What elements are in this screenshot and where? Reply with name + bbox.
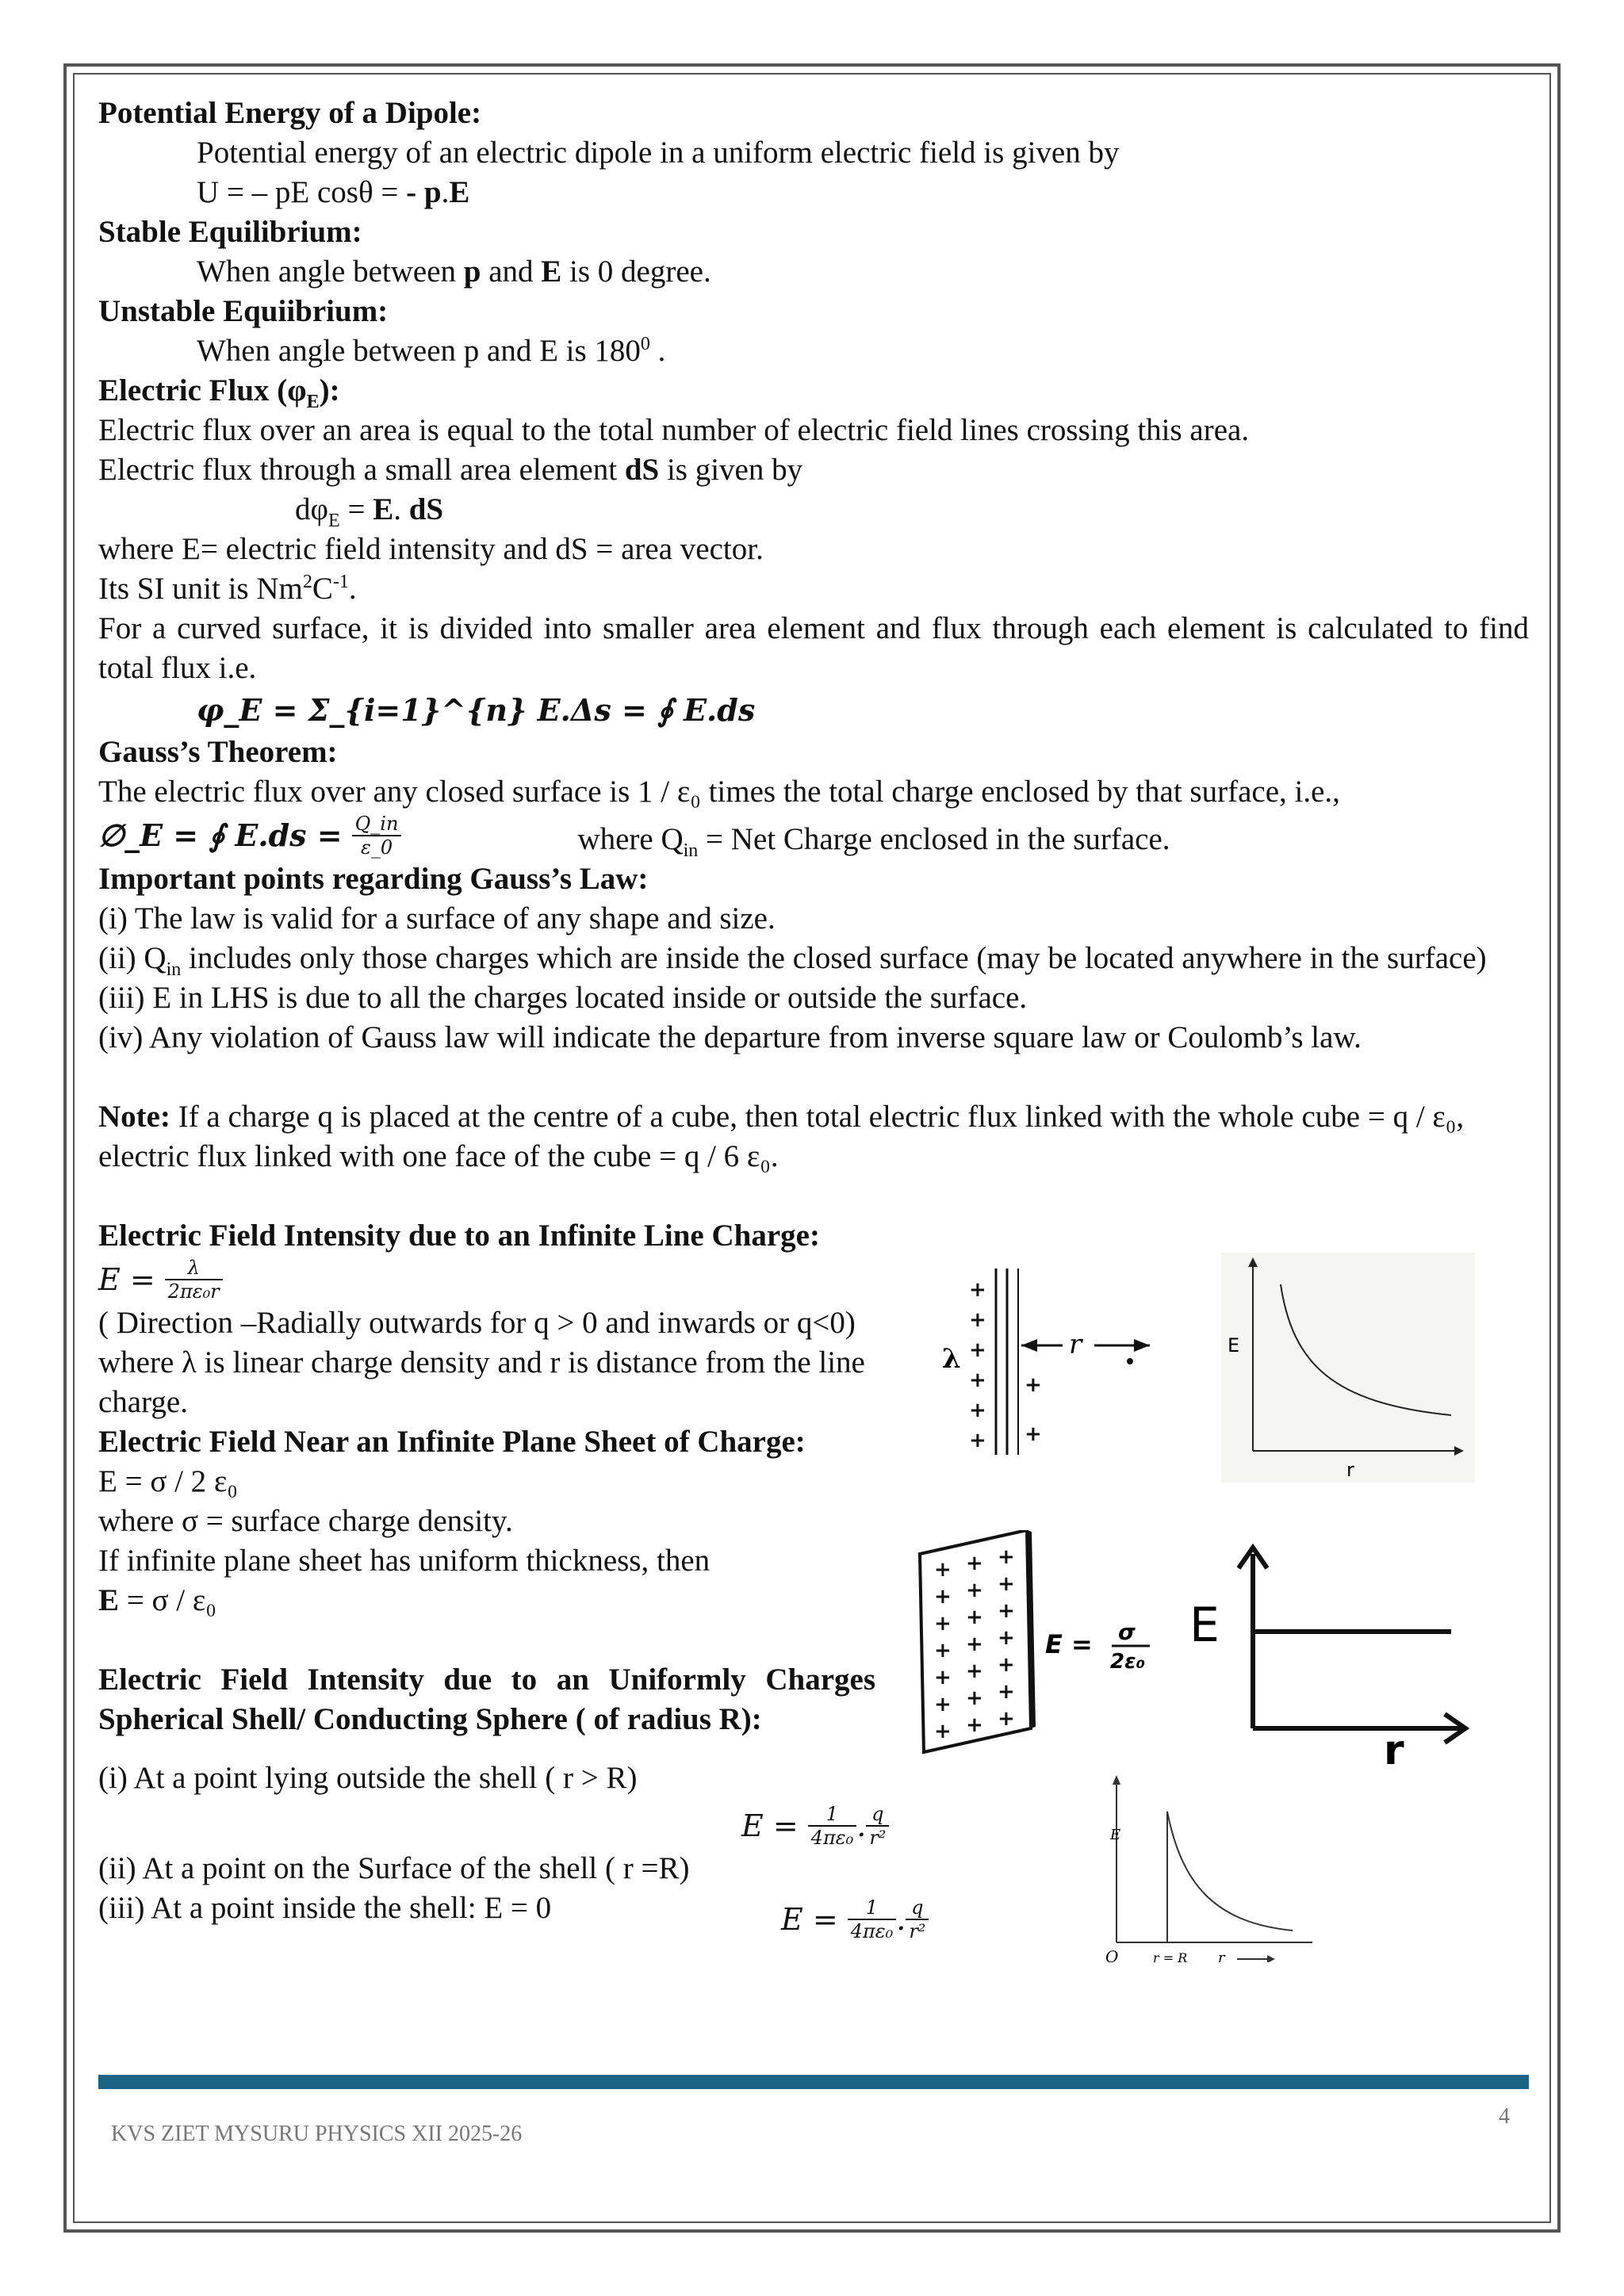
flux-equation bbox=[98, 490, 1529, 530]
pe-heading: Potential Energy of a Dipole: bbox=[98, 96, 482, 130]
flux-eq-c: E bbox=[373, 492, 394, 526]
svg-text:+: + bbox=[1025, 1373, 1042, 1397]
shell-i: (i) At a point lying outside the shell ( r > R) bbox=[98, 1761, 638, 1795]
line-fraction bbox=[165, 1257, 223, 1303]
graph-bg bbox=[1221, 1253, 1475, 1483]
flux-line2-a: Electric flux through a small area element bbox=[98, 453, 625, 487]
unstable-text bbox=[98, 331, 1529, 371]
flux-heading bbox=[98, 371, 1529, 411]
flux-sum-equation: φ_E = Σ_{i=1}^{n} E.Δs = ∮ E.ds bbox=[197, 692, 756, 728]
unstable-heading: Unstable Equiibrium: bbox=[98, 294, 389, 328]
line-charge-graph bbox=[1221, 1253, 1475, 1483]
si-c: . bbox=[348, 572, 357, 606]
flux-eq-d: . bbox=[393, 492, 409, 526]
shell-e-label: E bbox=[1110, 1827, 1121, 1843]
pe-formula-a: U = – pE cosθ = bbox=[197, 175, 407, 209]
unstable-sup: 0 bbox=[640, 334, 650, 354]
shell-f1-eq: E = bbox=[741, 1808, 799, 1843]
si-sup2: -1 bbox=[332, 572, 349, 592]
svg-text:+: + bbox=[969, 1278, 986, 1302]
graph-r-label: r bbox=[1346, 1459, 1354, 1481]
flux-eq-sub: E bbox=[328, 510, 340, 531]
f2-den: r² bbox=[869, 1827, 887, 1849]
line-frac-den: 2πε₀r bbox=[167, 1280, 220, 1303]
gauss-where bbox=[577, 820, 1170, 859]
pe-formula bbox=[98, 173, 1529, 212]
svg-text:+: + bbox=[998, 1653, 1015, 1677]
shell-r-label: r bbox=[1218, 1950, 1225, 1962]
pe-formula-b: - p bbox=[406, 175, 442, 209]
shell-heading: Electric Field Intensity due to an Uniformly Charges Spherical Shell/ Conducting Sphere ( of radius R): bbox=[98, 1663, 875, 1736]
points-heading: Important points regarding Gauss’s Law: bbox=[98, 862, 649, 896]
svg-text:+: + bbox=[966, 1632, 983, 1656]
gauss-eq-left: ∅_E = ∮ E.ds = bbox=[98, 817, 343, 853]
line-direction: ( Direction –Radially outwards for q > 0 and inwards or q<0) bbox=[98, 1306, 856, 1340]
svg-text:+: + bbox=[966, 1605, 983, 1629]
shell-ii: (ii) At a point on the Surface of the shell ( r =R) bbox=[98, 1851, 690, 1885]
svg-text:+: + bbox=[969, 1338, 986, 1362]
flux-si-unit bbox=[98, 569, 1529, 609]
svg-text:+: + bbox=[998, 1707, 1015, 1731]
shell-f2-dot: . bbox=[896, 1902, 906, 1937]
gauss-heading: Gauss’s Theorem: bbox=[98, 735, 338, 769]
line-r-label: r bbox=[1069, 1329, 1082, 1360]
line-charge-heading: Electric Field Intensity due to an Infinite Line Charge: bbox=[98, 1219, 820, 1253]
svg-text:+: + bbox=[969, 1368, 986, 1392]
note bbox=[98, 1097, 1529, 1177]
sheet-den: 2ε₀ bbox=[1110, 1650, 1145, 1674]
pe-formula-c: . bbox=[441, 175, 450, 209]
flux-line2 bbox=[98, 450, 1529, 490]
stable-text-b: and bbox=[481, 254, 542, 289]
note-label: Note: bbox=[98, 1100, 170, 1134]
unstable-text-main: When angle between p and E is 180 bbox=[197, 334, 641, 368]
f3-den: 4πε₀ bbox=[850, 1920, 894, 1942]
flux-curved: For a curved surface, it is divided into smaller area element and flux through each element is calculated to find total flux i.e. bbox=[98, 611, 1529, 685]
svg-text:+: + bbox=[998, 1626, 1015, 1650]
svg-text:+: + bbox=[998, 1599, 1015, 1623]
sheet-sigma: σ bbox=[1118, 1619, 1136, 1645]
sheet-plus-signs bbox=[934, 1545, 1015, 1743]
footer-bar bbox=[98, 2075, 1529, 2089]
si-b: C bbox=[312, 572, 333, 606]
r-arrow-left-head bbox=[1021, 1339, 1037, 1352]
gauss-frac-den: ε_0 bbox=[360, 836, 393, 859]
field-point bbox=[1127, 1358, 1133, 1364]
point-2 bbox=[98, 939, 1529, 978]
shell-f1-dot: . bbox=[856, 1808, 867, 1843]
flux-line2-c: is given by bbox=[659, 453, 803, 487]
svg-text:+: + bbox=[934, 1612, 952, 1636]
plane-heading: Electric Field Near an Infinite Plane Sheet of Charge: bbox=[98, 1425, 806, 1459]
stable-e: E bbox=[541, 254, 562, 289]
r-arrow-right-head bbox=[1134, 1339, 1150, 1352]
stable-text bbox=[98, 252, 1529, 292]
shell-y-arrow bbox=[1113, 1775, 1120, 1785]
flux-line1: Electric flux over an area is equal to the total number of electric field lines crossing this area. bbox=[98, 413, 1250, 447]
gauss-fraction bbox=[352, 813, 402, 859]
unstable-tail: . bbox=[649, 334, 666, 368]
lambda-label: λ bbox=[942, 1343, 961, 1375]
svg-text:+: + bbox=[966, 1552, 983, 1575]
line-eq-left: E = bbox=[98, 1262, 155, 1297]
shell-f1-frac1 bbox=[808, 1803, 857, 1849]
f3-num: 1 bbox=[848, 1896, 897, 1920]
line-where: where λ is linear charge density and r is distance from the line charge. bbox=[98, 1345, 865, 1419]
flux-heading-b: ): bbox=[319, 373, 340, 408]
line-charge-figure bbox=[928, 1265, 1174, 1463]
stable-p: p bbox=[463, 254, 481, 289]
point-4: (iv) Any violation of Gauss law will indicate the departure from inverse square law or Coulomb’s law. bbox=[98, 1020, 1362, 1054]
shell-rr-label: r = R bbox=[1153, 1950, 1188, 1962]
plane-thick: If infinite plane sheet has uniform thickness, then bbox=[98, 1544, 710, 1578]
plane-eq2-a: E bbox=[98, 1583, 120, 1617]
graph-e-label: E bbox=[1228, 1334, 1240, 1357]
flux-heading-a: Electric Flux (φ bbox=[98, 373, 307, 408]
shell-f2-frac2 bbox=[906, 1896, 929, 1942]
plane-graph bbox=[1189, 1538, 1483, 1768]
plane-eq2-b: = σ / ε₀ bbox=[119, 1583, 216, 1617]
gauss-where-b: = Net Charge enclosed in the surface. bbox=[698, 822, 1170, 856]
point-3: (iii) E in LHS is due to all the charges located inside or outside the surface. bbox=[98, 981, 1028, 1015]
sheet-eq-left: E = bbox=[1045, 1629, 1093, 1659]
svg-text:+: + bbox=[969, 1429, 986, 1452]
shell-f2-frac1 bbox=[848, 1896, 897, 1942]
note-text: If a charge q is placed at the centre of a cube, then total electric flux linked with the whole cube = q / ε₀, electric flux linked with one face of the cube = q / 6 ε₀. bbox=[98, 1100, 1465, 1173]
svg-text:+: + bbox=[969, 1399, 986, 1422]
svg-text:+: + bbox=[934, 1693, 952, 1716]
stable-text-a: When angle between bbox=[197, 254, 464, 289]
line-plus-signs bbox=[969, 1278, 1042, 1452]
flux-eq-a: dφ bbox=[295, 492, 329, 526]
f4-num: q bbox=[906, 1896, 929, 1920]
plane-graph-e: E bbox=[1189, 1598, 1220, 1653]
flux-eq-e: dS bbox=[408, 492, 444, 526]
pe-line: Potential energy of an electric dipole in a uniform electric field is given by bbox=[197, 136, 1120, 170]
flux-eq-b: = bbox=[339, 492, 373, 526]
gauss-where-a: where Q bbox=[577, 822, 684, 856]
f1-den: 4πε₀ bbox=[810, 1827, 854, 1849]
plane-eq1: E = σ / 2 ε₀ bbox=[98, 1464, 238, 1498]
gauss-line1: The electric flux over any closed surface is 1 / ε₀ times the total charge enclosed by that surface, i.e., bbox=[98, 775, 1340, 809]
svg-text:+: + bbox=[1025, 1422, 1042, 1446]
point-1: (i) The law is valid for a surface of any shape and size. bbox=[98, 901, 776, 936]
p2-a: (ii) Q bbox=[98, 941, 167, 975]
shell-formula-surface bbox=[781, 1892, 929, 1947]
pe-formula-d: E bbox=[449, 175, 470, 209]
line-frac-num: λ bbox=[165, 1257, 223, 1280]
svg-text:+: + bbox=[934, 1666, 952, 1689]
page-number: 4 bbox=[1499, 2104, 1510, 2129]
shell-r-arrow-head bbox=[1267, 1955, 1275, 1962]
svg-text:+: + bbox=[966, 1686, 983, 1710]
f1-num: 1 bbox=[808, 1803, 857, 1827]
stable-heading: Stable Equilibrium: bbox=[98, 215, 362, 249]
plane-sheet-figure bbox=[912, 1530, 1182, 1760]
shell-formula-outside bbox=[741, 1798, 889, 1854]
si-sup1: 2 bbox=[302, 572, 312, 592]
shell-f2-eq: E = bbox=[781, 1902, 838, 1937]
svg-text:+: + bbox=[934, 1558, 952, 1582]
svg-text:+: + bbox=[998, 1680, 1015, 1704]
footer-text: KVS ZIET MYSURU PHYSICS XII 2025-26 bbox=[111, 2122, 523, 2146]
shell-o-label: O bbox=[1105, 1947, 1119, 1962]
svg-text:+: + bbox=[934, 1585, 952, 1609]
si-a: Its SI unit is Nm bbox=[98, 572, 303, 606]
shell-f1-frac2 bbox=[866, 1803, 889, 1849]
svg-text:+: + bbox=[934, 1720, 952, 1743]
svg-text:+: + bbox=[966, 1713, 983, 1737]
svg-text:+: + bbox=[998, 1545, 1015, 1569]
shell-curve bbox=[1167, 1812, 1293, 1931]
flux-line2-b: dS bbox=[624, 453, 660, 487]
svg-text:+: + bbox=[934, 1639, 952, 1663]
shell-iii: (iii) At a point inside the shell: E = 0 bbox=[98, 1891, 552, 1925]
shell-graph bbox=[1094, 1764, 1332, 1962]
f2-num: q bbox=[866, 1803, 889, 1827]
plane-graph-r: r bbox=[1384, 1727, 1404, 1768]
gauss-where-sub: in bbox=[683, 840, 699, 861]
svg-text:+: + bbox=[969, 1308, 986, 1332]
flux-heading-sub: E bbox=[306, 391, 320, 412]
gauss-frac-num: Q_in bbox=[352, 813, 402, 836]
svg-text:+: + bbox=[966, 1578, 983, 1602]
plane-where: where σ = surface charge density. bbox=[98, 1504, 513, 1538]
svg-text:+: + bbox=[966, 1659, 983, 1683]
p2-b: includes only those charges which are inside the closed surface (may be located anywhere in the surface) bbox=[181, 941, 1487, 975]
p2-sub: in bbox=[166, 959, 182, 980]
f4-den: r² bbox=[909, 1920, 926, 1942]
stable-text-c: is 0 degree. bbox=[561, 254, 711, 289]
flux-line3: where E= electric field intensity and dS = area vector. bbox=[98, 532, 764, 566]
gauss-equation-row bbox=[98, 812, 1529, 859]
svg-text:+: + bbox=[998, 1572, 1015, 1596]
